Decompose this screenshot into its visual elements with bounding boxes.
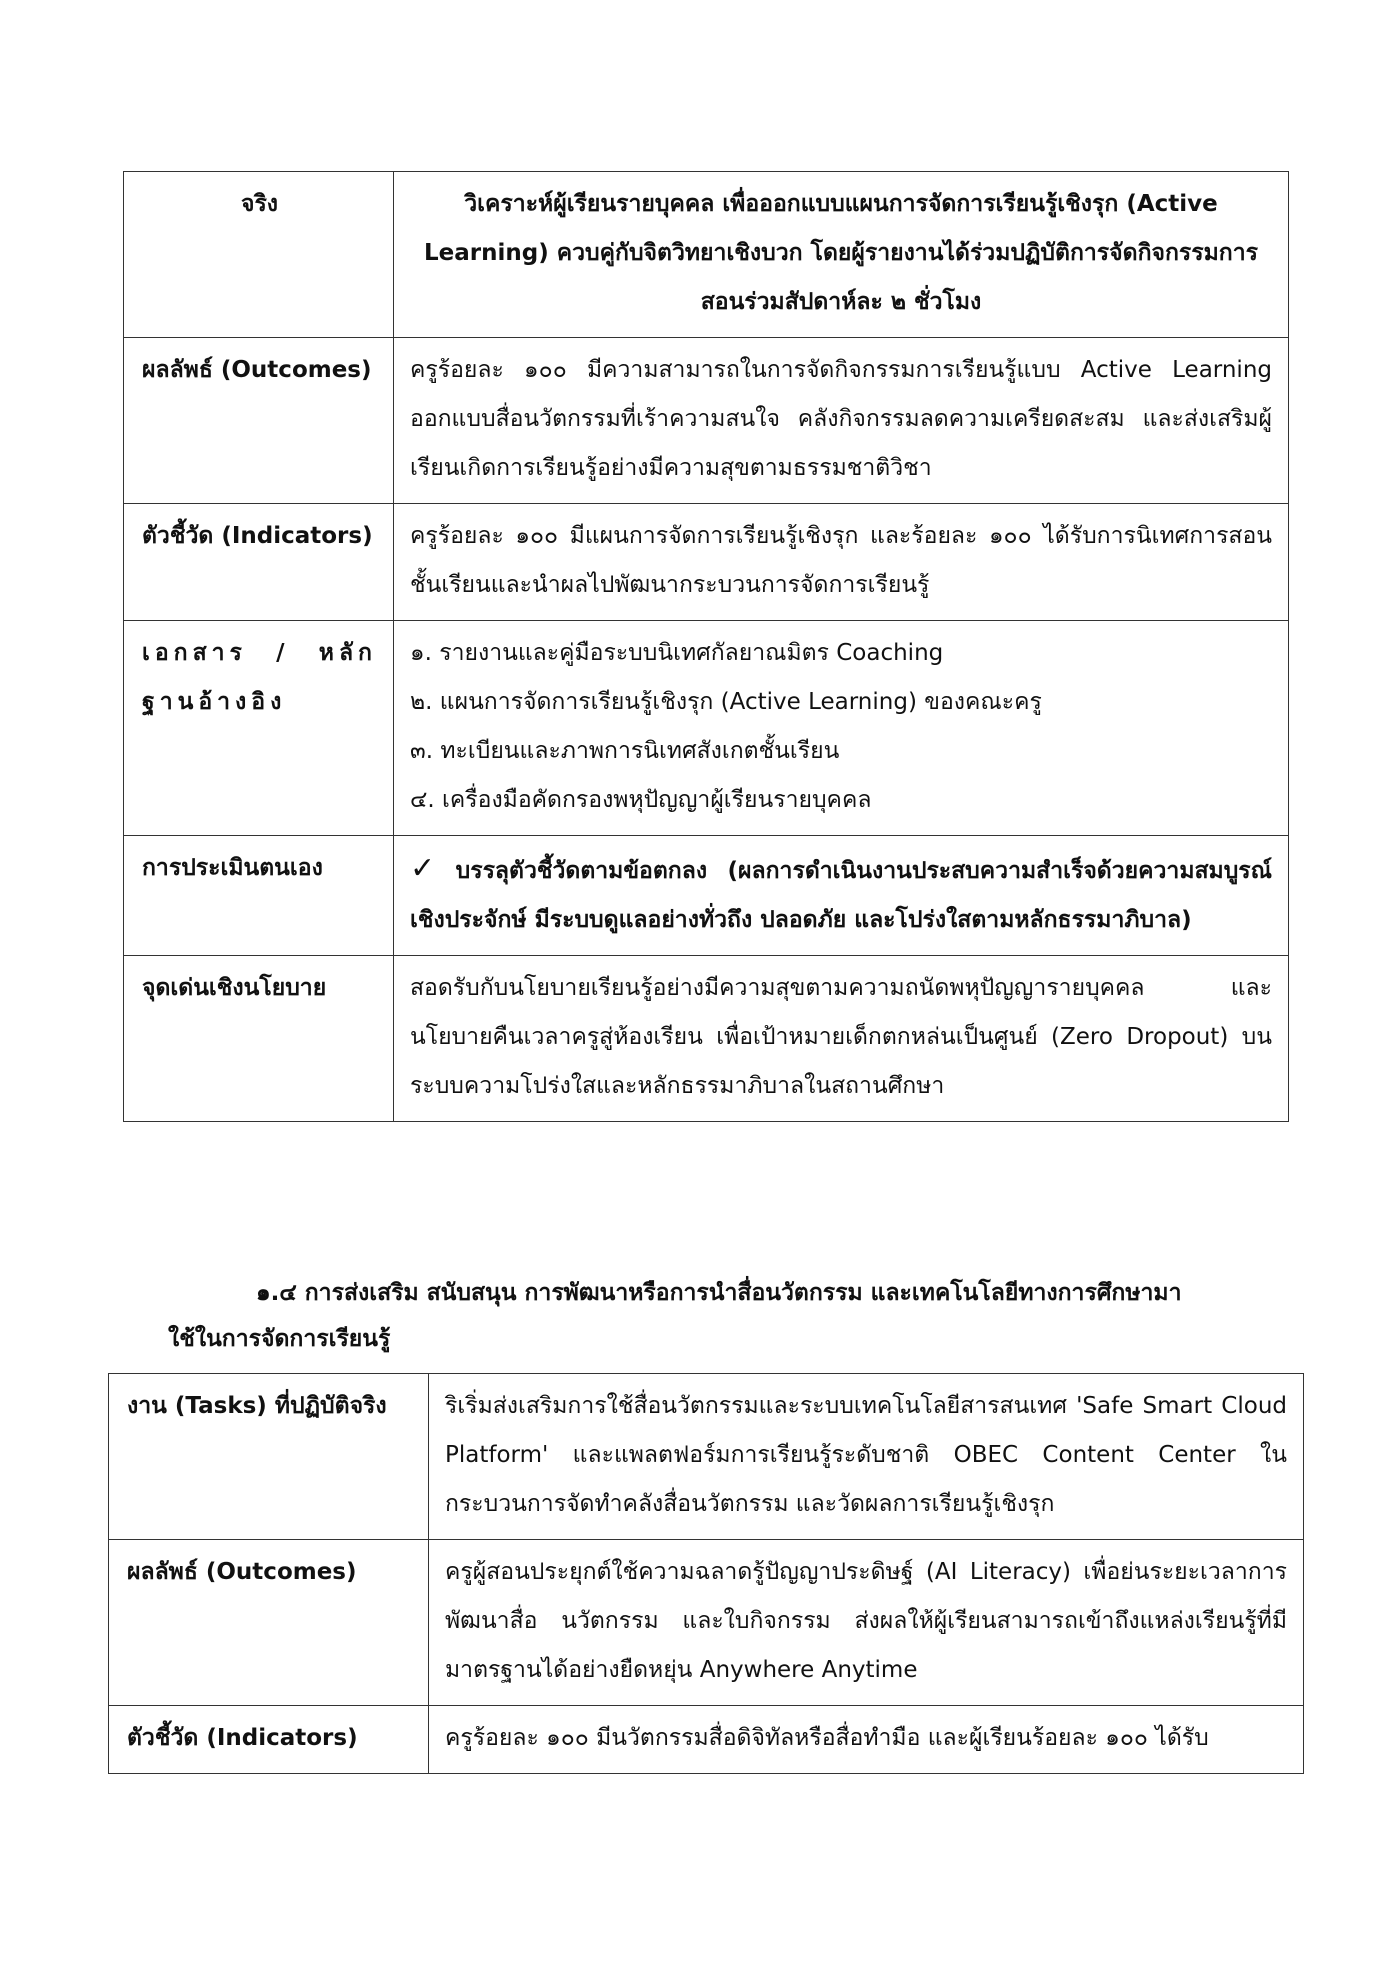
self-assessment-text: บรรลุตัวชี้วัดตามข้อตกลง (ผลการดำเนินงานประสบความสำเร็จด้วยความสมบูรณ์เชิงประจักษ์ มีระบบดูแลอย่างทั่วถึง ปลอดภัย และโปร่งใสตามหลักธรรมาภิบาล): [410, 858, 1272, 933]
table-row: [124, 956, 1289, 1122]
table-row: [109, 1706, 1304, 1774]
outcomes-content: ครูร้อยละ ๑๐๐ มีความสามารถในการจัดกิจกรรมการเรียนรู้แบบ Active Learning ออกแบบสื่อนวัตกรรมที่เร้าความสนใจ คลังกิจกรรมลดความเครียดสะสม และส่งเสริมผู้เรียนเกิดการเรียนรู้อย่างมีความสุขตามธรรมชาติวิชา: [394, 338, 1289, 504]
table-row: [124, 621, 1289, 836]
tasks-content: วิเคราะห์ผู้เรียนรายบุคคล เพื่อออกแบบแผนการจัดการเรียนรู้เชิงรุก (Active Learning) ควบคู่กับจิตวิทยาเชิงบวก โดยผู้รายงานได้ร่วมปฏิบัติการจัดกิจกรรมการสอนร่วมสัปดาห์ละ ๒ ชั่วโมง: [394, 172, 1289, 338]
self-assessment-content: [394, 836, 1289, 956]
achievement-table-1: [123, 171, 1289, 1122]
table-row: [124, 836, 1289, 956]
outcomes-content: ครูผู้สอนประยุกต์ใช้ความฉลาดรู้ปัญญาประดิษฐ์ (AI Literacy) เพื่อย่นระยะเวลาการพัฒนาสื่อ นวัตกรรม และใบกิจกรรม ส่งผลให้ผู้เรียนสามารถเข้าถึงแหล่งเรียนรู้ที่มีมาตรฐานได้อย่างยืดหยุ่น Anywhere Anytime: [429, 1540, 1304, 1706]
table-row: [124, 338, 1289, 504]
section-heading-line2: ใช้ในการจัดการเรียนรู้: [168, 1326, 391, 1352]
indicators-label: ตัวชี้วัด (Indicators): [124, 504, 394, 621]
table-row: [124, 172, 1289, 338]
indicators-content: ครูร้อยละ ๑๐๐ มีนวัตกรรมสื่อดิจิทัลหรือสื่อทำมือ และผู้เรียนร้อยละ ๑๐๐ ได้รับ: [429, 1706, 1304, 1774]
table-row: [109, 1374, 1304, 1540]
tasks-label: งาน (Tasks) ที่ปฏิบัติจริง: [109, 1374, 429, 1540]
section-heading: [168, 1270, 1298, 1362]
tasks-label: จริง: [124, 172, 394, 338]
references-label: เอกสาร / หลักฐานอ้างอิง: [124, 621, 394, 836]
table-row: [124, 504, 1289, 621]
references-list: [394, 621, 1289, 836]
indicators-label: ตัวชี้วัด (Indicators): [109, 1706, 429, 1774]
reference-item: ๒. แผนการจัดการเรียนรู้เชิงรุก (Active Learning) ของคณะครู: [410, 689, 1042, 715]
section-heading-line1: ๑.๔ การส่งเสริม สนับสนุน การพัฒนาหรือการนำสื่อนวัตกรรม และเทคโนโลยีทางการศึกษามา: [256, 1280, 1182, 1306]
table-row: [109, 1540, 1304, 1706]
reference-item: ๑. รายงานและคู่มือระบบนิเทศกัลยาณมิตร Coaching: [410, 640, 944, 666]
policy-label: จุดเด่นเชิงนโยบาย: [124, 956, 394, 1122]
check-mark-icon: ✓: [410, 851, 448, 886]
reference-item: ๔. เครื่องมือคัดกรองพหุปัญญาผู้เรียนรายบุคคล: [410, 787, 872, 813]
reference-item: ๓. ทะเบียนและภาพการนิเทศสังเกตชั้นเรียน: [410, 738, 840, 764]
outcomes-label: ผลลัพธ์ (Outcomes): [124, 338, 394, 504]
self-assessment-label: การประเมินตนเอง: [124, 836, 394, 956]
indicators-content: ครูร้อยละ ๑๐๐ มีแผนการจัดการเรียนรู้เชิงรุก และร้อยละ ๑๐๐ ได้รับการนิเทศการสอนชั้นเรียนและนำผลไปพัฒนากระบวนการจัดการเรียนรู้: [394, 504, 1289, 621]
policy-content: สอดรับกับนโยบายเรียนรู้อย่างมีความสุขตามความถนัดพหุปัญญารายบุคคล และนโยบายคืนเวลาครูสู่ห้องเรียน เพื่อเป้าหมายเด็กตกหล่นเป็นศูนย์ (Zero Dropout) บนระบบความโปร่งใสและหลักธรรมาภิบาลในสถานศึกษา: [394, 956, 1289, 1122]
achievement-table-2: [108, 1373, 1304, 1774]
outcomes-label: ผลลัพธ์ (Outcomes): [109, 1540, 429, 1706]
tasks-content: ริเริ่มส่งเสริมการใช้สื่อนวัตกรรมและระบบเทคโนโลยีสารสนเทศ 'Safe Smart Cloud Platform' และแพลตฟอร์มการเรียนรู้ระดับชาติ OBEC Content Center ในกระบวนการจัดทำคลังสื่อนวัตกรรม และวัดผลการเรียนรู้เชิงรุก: [429, 1374, 1304, 1540]
